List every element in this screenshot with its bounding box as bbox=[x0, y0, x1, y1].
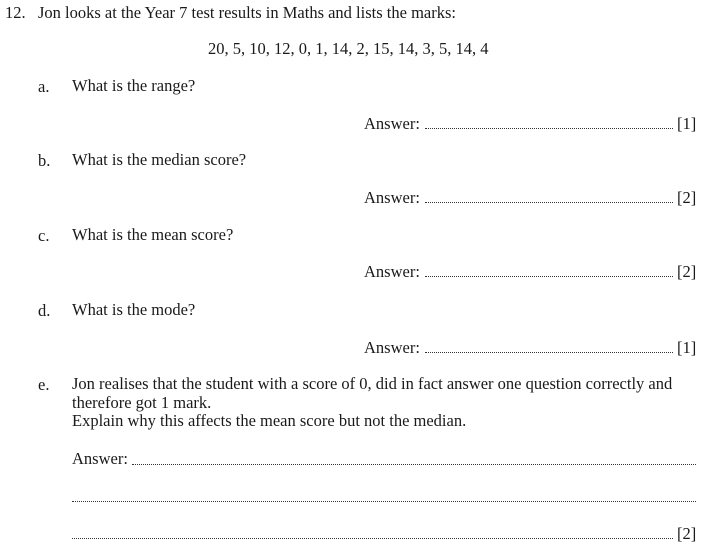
part-e-letter: e. bbox=[38, 375, 50, 394]
part-d-marks: [1] bbox=[677, 338, 697, 357]
marks-list: 20, 5, 10, 12, 0, 1, 14, 2, 15, 14, 3, 5, 14, 4 bbox=[208, 39, 489, 58]
part-c-answer-label: Answer: bbox=[364, 262, 420, 281]
part-a-letter: a. bbox=[38, 77, 50, 96]
question-stem: Jon looks at the Year 7 test results in Maths and lists the marks: bbox=[38, 3, 456, 22]
part-c-marks: [2] bbox=[677, 262, 697, 281]
part-d-question: What is the mode? bbox=[72, 300, 196, 319]
part-c-letter: c. bbox=[38, 226, 50, 245]
part-d-answer-line[interactable] bbox=[425, 352, 673, 353]
part-d-letter: d. bbox=[38, 301, 51, 320]
part-a-answer-label: Answer: bbox=[364, 114, 420, 133]
part-e-question-line3: Explain why this affects the mean score but not the median. bbox=[72, 411, 467, 430]
part-e-answer-line-1[interactable] bbox=[132, 464, 696, 465]
part-c-question: What is the mean score? bbox=[72, 225, 234, 244]
part-b-question: What is the median score? bbox=[72, 150, 247, 169]
part-a-marks: [1] bbox=[677, 114, 697, 133]
question-number: 12. bbox=[5, 3, 26, 22]
part-e-question-line2: therefore got 1 mark. bbox=[72, 393, 212, 412]
part-e-question-line1: Jon realises that the student with a score of 0, did in fact answer one question correctly and bbox=[72, 374, 673, 393]
part-b-answer-label: Answer: bbox=[364, 188, 420, 207]
part-a-answer-line[interactable] bbox=[425, 128, 673, 129]
part-d-answer-label: Answer: bbox=[364, 338, 420, 357]
part-a-question: What is the range? bbox=[72, 76, 196, 95]
part-e-marks: [2] bbox=[677, 524, 697, 543]
part-b-answer-line[interactable] bbox=[425, 202, 673, 203]
part-e-answer-line-3[interactable] bbox=[72, 538, 673, 539]
part-b-marks: [2] bbox=[677, 188, 697, 207]
part-c-answer-line[interactable] bbox=[425, 276, 673, 277]
part-b-letter: b. bbox=[38, 151, 51, 170]
part-e-answer-line-2[interactable] bbox=[72, 501, 696, 502]
part-e-answer-label: Answer: bbox=[72, 449, 128, 468]
